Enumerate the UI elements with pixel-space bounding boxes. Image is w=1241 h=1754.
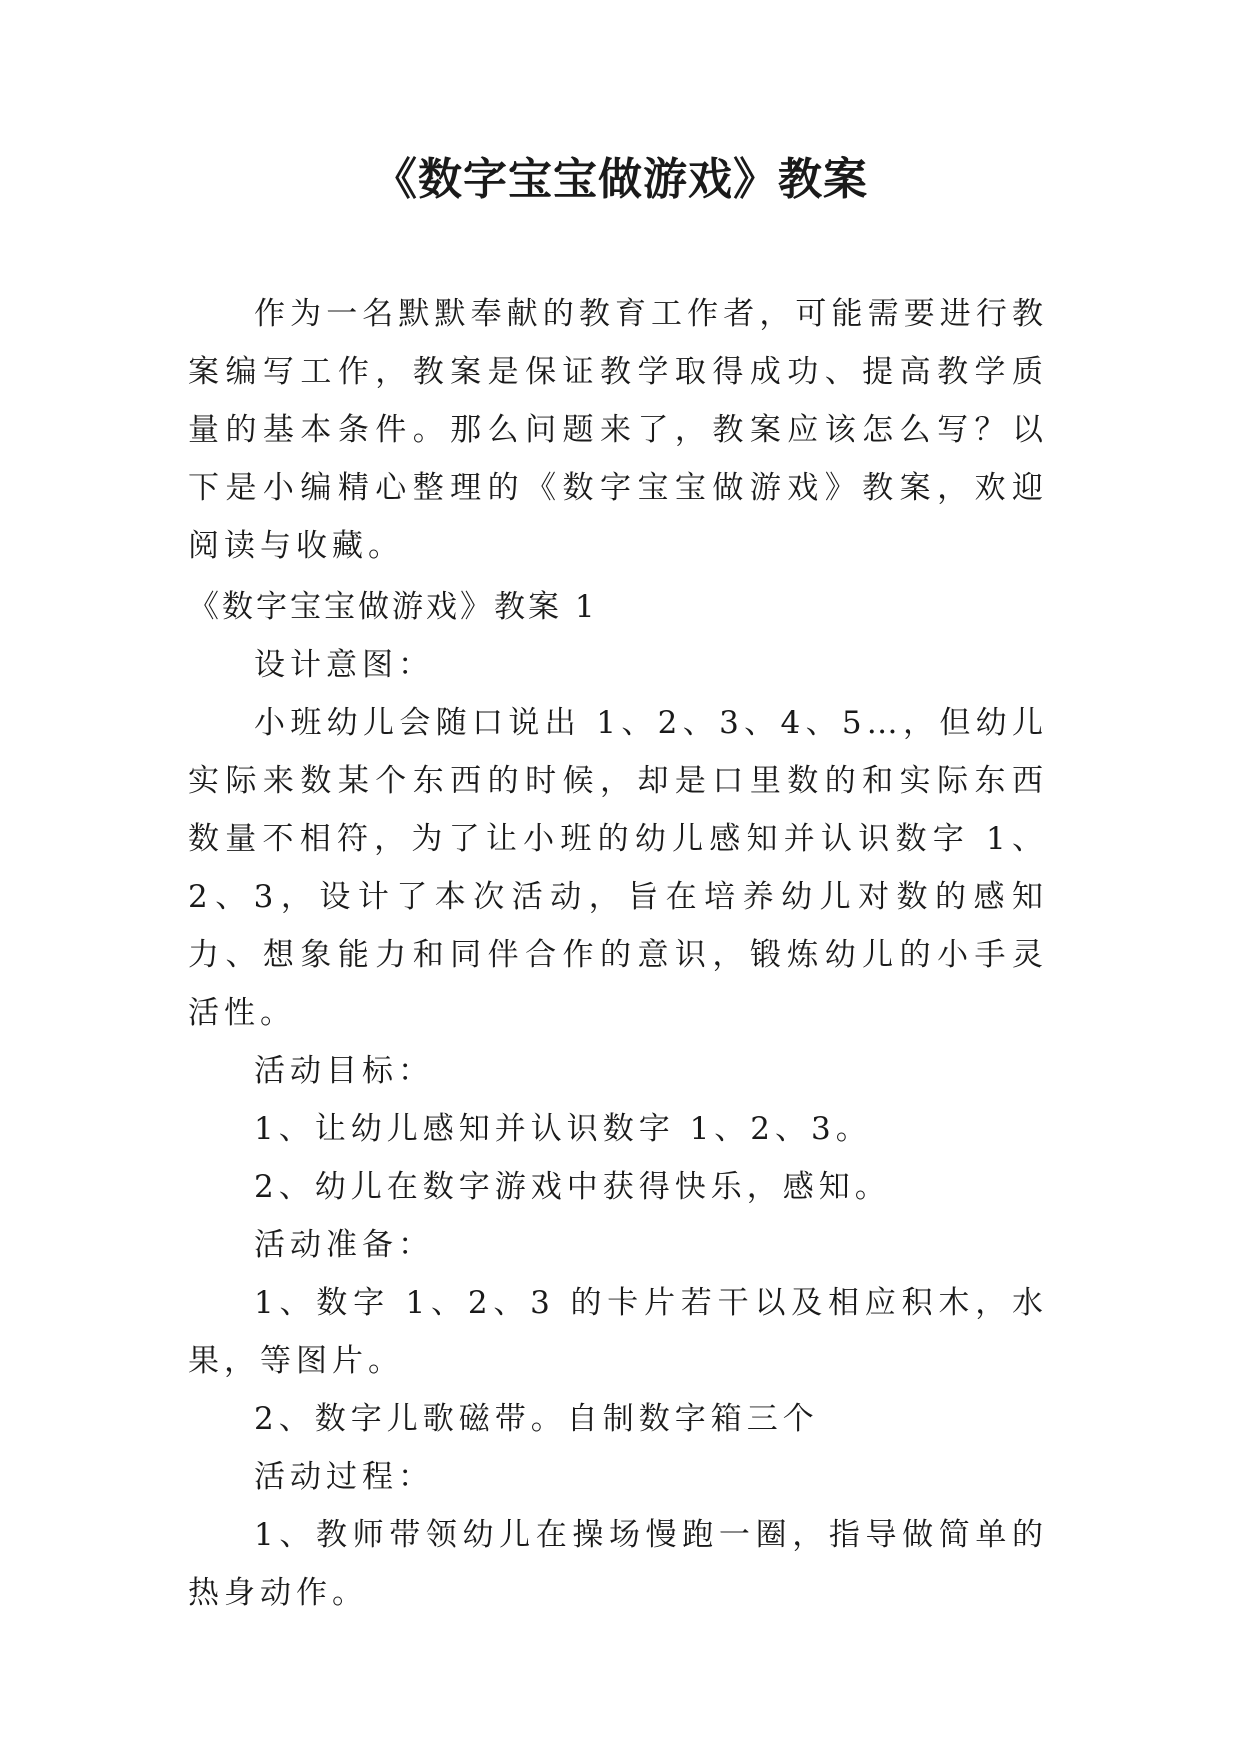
paragraph-prep-2: 2、数字儿歌磁带。自制数字箱三个	[254, 1401, 819, 1437]
paragraph-process-label: 活动过程：	[254, 1459, 434, 1495]
paragraph-goals-label: 活动目标：	[254, 1053, 434, 1089]
paragraph-design-intent-label: 设计意图：	[254, 647, 434, 683]
paragraph-prep-label: 活动准备：	[254, 1227, 434, 1263]
paragraph-goal-2: 2、幼儿在数字游戏中获得快乐，感知。	[254, 1169, 891, 1205]
paragraph-prep-1: 1、数字 1、2、3 的卡片若干以及相应积木，水果，等图片。	[188, 1285, 1048, 1379]
section-heading: 《数字宝宝做游戏》教案 1	[188, 589, 598, 625]
paragraph-design-intent: 小班幼儿会随口说出 1、2、3、4、5…，但幼儿实际来数某个东西的时候，却是口里数的和实际东西数量不相符，为了让小班的幼儿感知并认识数字 1、2、3，设计了本次活动，旨在培养幼儿对数的感知力、想象能力和同伴合作的意识，锻炼幼儿的小手灵活性。	[188, 705, 1048, 1031]
document-body	[188, 578, 1048, 1622]
paragraph-process-1: 1、教师带领幼儿在操场慢跑一圈，指导做简单的热身动作。	[188, 1517, 1048, 1611]
intro-paragraph: 作为一名默默奉献的教育工作者，可能需要进行教案编写工作，教案是保证教学取得成功、提高教学质量的基本条件。那么问题来了，教案应该怎么写？以下是小编精心整理的《数字宝宝做游戏》教案，欢迎阅读与收藏。	[188, 296, 1048, 564]
document-title: 《数字宝宝做游戏》教案	[373, 154, 868, 205]
paragraph-goal-1: 1、让幼儿感知并认识数字 1、2、3。	[254, 1111, 872, 1147]
